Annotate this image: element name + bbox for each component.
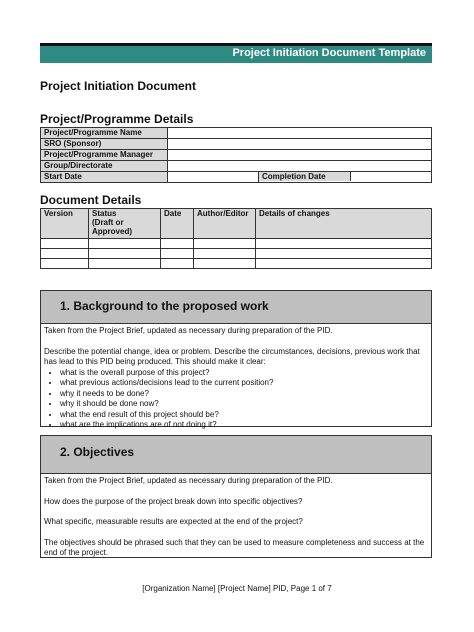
table-cell[interactable] bbox=[161, 239, 194, 249]
section-paragraph: Taken from the Project Brief, updated as necessary during preparation of the PID. bbox=[44, 476, 333, 485]
column-header-author: Author/Editor bbox=[194, 209, 256, 239]
section-background bbox=[40, 290, 432, 427]
table-row bbox=[41, 128, 432, 139]
list-item: • why it should be done now? bbox=[60, 399, 428, 410]
page-footer: [Organization Name] [Project Name] PID, Page 1 of 7 bbox=[142, 584, 332, 593]
list-item: • what are the implications are of not doing it? bbox=[60, 420, 428, 431]
list-item: • what is the overall purpose of this project? bbox=[60, 368, 428, 379]
table-cell[interactable] bbox=[194, 249, 256, 259]
table-cell[interactable] bbox=[41, 259, 89, 269]
table-row bbox=[41, 161, 432, 172]
row-value[interactable] bbox=[168, 161, 432, 172]
list-item: • what previous actions/decisions lead to the current position? bbox=[60, 378, 428, 389]
table-cell[interactable] bbox=[89, 239, 161, 249]
row-label: Project/Programme Manager bbox=[41, 150, 168, 161]
banner-title: Project Initiation Document Template bbox=[232, 47, 426, 59]
start-date-label: Start Date bbox=[41, 172, 168, 183]
section-paragraph: What specific, measurable results are expected at the end of the project? bbox=[44, 517, 303, 526]
table-row bbox=[41, 150, 432, 161]
table-cell[interactable] bbox=[161, 259, 194, 269]
bullet-list bbox=[44, 368, 428, 431]
table-row bbox=[41, 172, 432, 183]
column-header-date: Date bbox=[161, 209, 194, 239]
project-details-heading: Project/Programme Details bbox=[40, 112, 194, 126]
section-title: 1. Background to the proposed work bbox=[60, 299, 269, 313]
document-details-heading: Document Details bbox=[40, 193, 142, 207]
table-cell[interactable] bbox=[256, 239, 432, 249]
row-label: Project/Programme Name bbox=[41, 128, 168, 139]
start-date-value[interactable] bbox=[168, 172, 259, 183]
row-value[interactable] bbox=[168, 150, 432, 161]
section-paragraph: Describe the potential change, idea or problem. Describe the circumstances, decisions, previous work that has lead to this PID being produced. This should make it clear: bbox=[44, 346, 420, 366]
table-cell[interactable] bbox=[194, 259, 256, 269]
list-item: • why it needs to be done? bbox=[60, 389, 428, 400]
table-cell[interactable] bbox=[161, 249, 194, 259]
row-value[interactable] bbox=[168, 128, 432, 139]
section-title: 2. Objectives bbox=[60, 445, 135, 459]
row-value[interactable] bbox=[168, 139, 432, 150]
header-banner bbox=[40, 43, 432, 63]
project-details-table bbox=[40, 127, 432, 183]
column-header-version: Version bbox=[41, 209, 89, 239]
completion-date-value[interactable] bbox=[351, 172, 431, 181]
list-item: • what the end result of this project should be? bbox=[60, 410, 428, 421]
completion-date-label: Completion Date bbox=[259, 172, 351, 181]
section-paragraph: How does the purpose of the project break down into specific objectives? bbox=[44, 496, 303, 506]
section-paragraph: The objectives should be phrased such that they can be used to measure completeness and success at the end of the project. bbox=[44, 537, 425, 557]
section-header bbox=[41, 436, 431, 474]
table-row bbox=[41, 139, 432, 150]
row-label: Group/Directorate bbox=[41, 161, 168, 172]
document-title: Project Initiation Document bbox=[40, 79, 197, 93]
table-cell[interactable] bbox=[194, 239, 256, 249]
section-body bbox=[41, 474, 431, 561]
section-intro: Taken from the Project Brief, updated as necessary during preparation of the PID. bbox=[44, 326, 333, 335]
table-row bbox=[41, 249, 432, 259]
row-label: SRO (Sponsor) bbox=[41, 139, 168, 150]
table-cell[interactable] bbox=[256, 259, 432, 269]
header-row bbox=[41, 209, 432, 239]
table-row bbox=[41, 239, 432, 249]
section-header bbox=[41, 291, 431, 324]
table-cell[interactable] bbox=[89, 249, 161, 259]
column-header-details: Details of changes bbox=[256, 209, 432, 239]
table-row bbox=[41, 259, 432, 269]
section-objectives bbox=[40, 435, 432, 558]
section-body bbox=[41, 324, 431, 433]
table-cell[interactable] bbox=[41, 239, 89, 249]
column-header-status: Status (Draft or Approved) bbox=[89, 209, 161, 239]
table-cell[interactable] bbox=[89, 259, 161, 269]
table-cell[interactable] bbox=[41, 249, 89, 259]
table-cell[interactable] bbox=[256, 249, 432, 259]
document-details-table bbox=[40, 208, 432, 269]
